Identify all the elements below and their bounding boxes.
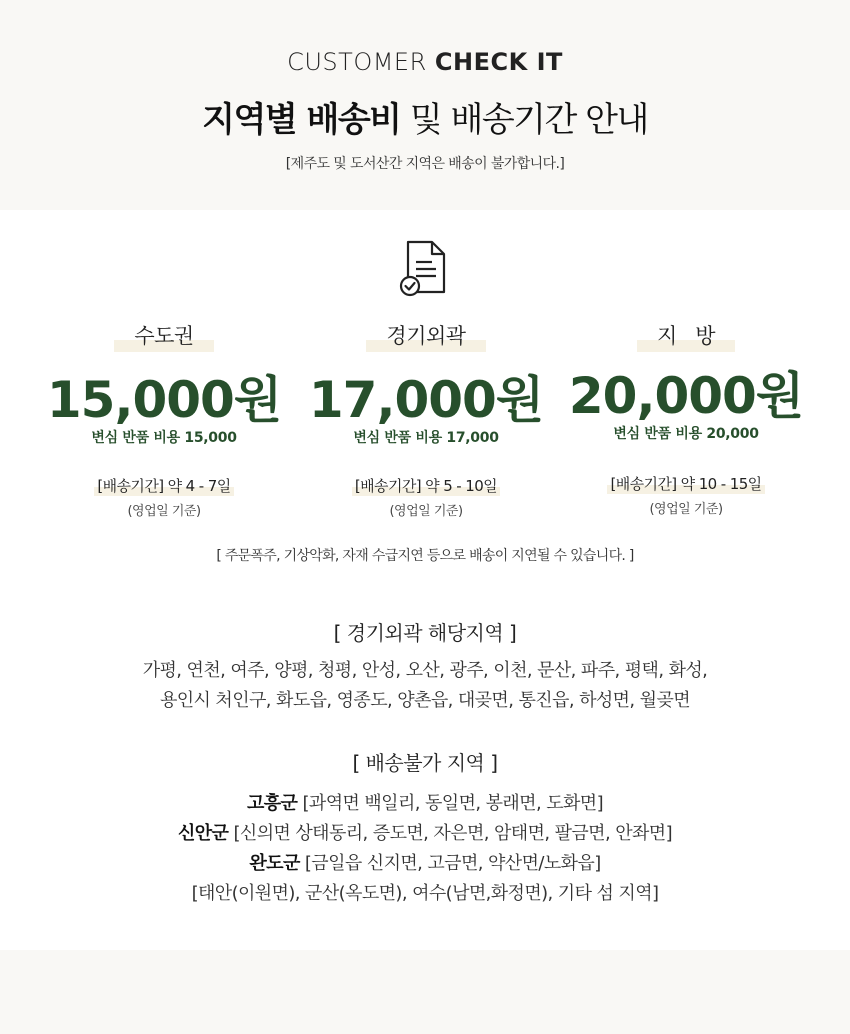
- header-subtitle: [0, 48, 850, 76]
- region-basis: (영업일 기준): [389, 504, 463, 519]
- footer-band: [0, 950, 850, 1034]
- document-check-icon: [398, 238, 448, 298]
- outer-area-title: [ 경기외곽 해당지역 ]: [333, 621, 517, 645]
- region-name: 수도권: [114, 318, 213, 356]
- no-delivery-detail: [금일읍 신지면, 고금면, 약산면/노화읍]: [304, 853, 601, 874]
- delivery-restriction-note: [제주도 및 도서산간 지역은 배송이 불가합니다.]: [285, 156, 565, 172]
- subtitle-bold: CHECK IT: [434, 48, 563, 76]
- region-period: [배송기간] 약 4 - 7일: [94, 475, 233, 496]
- no-delivery-row: [0, 849, 850, 879]
- region-price: 20,000원: [568, 367, 804, 425]
- no-delivery-extra: [태안(이원면), 군산(옥도면), 여수(남면,화정면), 기타 섬 지역]: [191, 883, 659, 904]
- delay-note: [ 주문폭주, 기상악화, 자재 수급지연 등으로 배송이 지연될 수 있습니다. ]: [216, 548, 634, 564]
- no-delivery-label: 완도군: [249, 853, 300, 874]
- region-name: 경기외곽: [366, 318, 485, 356]
- region-refund: 변심 반품 비용 17,000: [353, 430, 499, 446]
- outer-area-line-1: 가평, 연천, 여주, 양평, 청평, 안성, 오산, 광주, 이천, 문산, 파주, 평택, 화성,: [142, 660, 708, 681]
- no-delivery-row: [0, 819, 850, 849]
- no-delivery-row: [0, 789, 850, 819]
- no-delivery-detail: [신의면 상태동리, 증도면, 자은면, 암태면, 팔금면, 안좌면]: [233, 823, 673, 844]
- no-delivery-title: [ 배송불가 지역 ]: [352, 751, 498, 775]
- region-name: 지 방: [637, 318, 735, 356]
- region-refund: 변심 반품 비용 20,000: [613, 426, 759, 442]
- region-column-outer: [286, 318, 566, 519]
- outer-area-line-2: 용인시 처인구, 화도읍, 영종도, 양촌읍, 대곶면, 통진읍, 하성면, 월곶면: [159, 690, 691, 711]
- page-title: [0, 92, 850, 141]
- region-period: [배송기간] 약 5 - 10일: [352, 475, 500, 496]
- region-period: [배송기간] 약 10 - 15일: [607, 473, 764, 494]
- region-refund: 변심 반품 비용 15,000: [91, 430, 237, 446]
- title-light: 및 배송기간 안내: [409, 100, 648, 140]
- region-price: 15,000원: [46, 371, 282, 429]
- region-basis: (영업일 기준): [127, 504, 201, 519]
- region-basis: (영업일 기준): [649, 502, 723, 517]
- region-column-capital: [24, 318, 304, 519]
- region-column-local: [546, 318, 826, 517]
- no-delivery-label: 고흥군: [246, 793, 298, 814]
- subtitle-light: CUSTOMER: [287, 48, 427, 76]
- no-delivery-detail: [과역면 백일리, 동일면, 봉래면, 도화면]: [302, 793, 603, 814]
- no-delivery-label: 신안군: [177, 823, 229, 844]
- title-bold: 지역별 배송비: [202, 100, 401, 140]
- region-price: 17,000원: [308, 371, 544, 429]
